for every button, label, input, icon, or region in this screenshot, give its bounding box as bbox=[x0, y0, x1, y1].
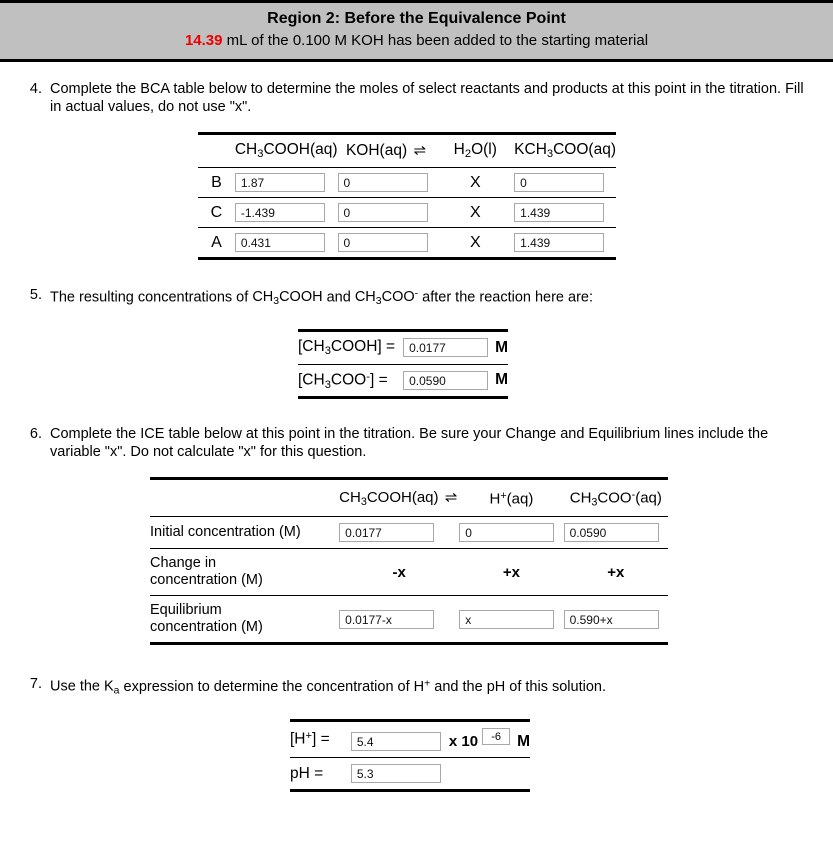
bca-cell-b-water: X bbox=[469, 173, 481, 191]
question-5-text-prefix: The resulting concentrations of bbox=[50, 289, 253, 306]
ice-cell-equilibrium-conjugate bbox=[564, 596, 668, 644]
conc-label-acid: $[CH_3COOH]$ = bbox=[298, 338, 396, 358]
bca-header-water: $H_2O(l)$ bbox=[453, 141, 497, 161]
conc-label-conjugate: $[CH_3COO^-]$ = bbox=[298, 370, 388, 391]
bca-table bbox=[198, 132, 616, 260]
question-7-ka-subscript: a bbox=[113, 685, 120, 697]
question-5 bbox=[18, 286, 815, 311]
ice-header-proton: H+(aq) bbox=[489, 489, 534, 508]
question-7-text bbox=[50, 675, 815, 700]
region-banner bbox=[0, 0, 833, 62]
ka-table-wrapper bbox=[0, 719, 833, 792]
ka-cell-ph bbox=[351, 758, 530, 791]
ka-label-proton: [H+] = bbox=[290, 729, 330, 748]
bca-cell-a-water: X bbox=[469, 233, 481, 251]
bca-input-a-acid[interactable]: 0.431 bbox=[235, 233, 325, 252]
ice-input-equilibrium-proton[interactable]: x bbox=[459, 610, 554, 629]
question-5-species-2: $CH_3COO^-$ bbox=[354, 289, 419, 308]
table-row bbox=[150, 596, 668, 644]
question-4 bbox=[18, 80, 815, 116]
bca-input-a-salt[interactable]: 1.439 bbox=[514, 233, 604, 252]
bca-row-label-c: C bbox=[210, 203, 223, 221]
conc-cell-conjugate bbox=[403, 364, 488, 398]
bca-cell-b-acid bbox=[235, 168, 338, 198]
ice-cell-initial-conjugate bbox=[564, 517, 668, 549]
ice-cell-change-acid: -x bbox=[392, 563, 406, 581]
bca-header-salt: $KCH_3COO(aq)$ bbox=[514, 141, 616, 161]
question-5-text-suffix: after the reaction here are: bbox=[418, 289, 594, 306]
ice-header-blank bbox=[150, 479, 339, 517]
ice-table-wrapper bbox=[0, 477, 833, 645]
equilibrium-arrow-icon: ⇌ bbox=[413, 142, 427, 160]
table-row bbox=[290, 758, 530, 791]
question-4-text: Complete the BCA table below to determine the moles of select reactants and products at this point in the titration. Fill in actual values, do not use "x". bbox=[50, 81, 804, 115]
table-row bbox=[198, 228, 616, 259]
banner-volume-value: 14.39 bbox=[184, 32, 223, 49]
ice-cell-equilibrium-proton bbox=[459, 596, 563, 644]
ice-cell-change-proton: +x bbox=[502, 563, 520, 581]
bca-header-blank bbox=[198, 134, 235, 168]
ice-row-label-change-line1: Change in bbox=[150, 555, 217, 572]
ice-cell-equilibrium-acid bbox=[339, 596, 459, 644]
table-row bbox=[290, 720, 530, 757]
ka-unit-proton: M bbox=[517, 732, 530, 750]
ice-row-label-initial: Initial concentration (M) bbox=[150, 524, 301, 541]
table-row bbox=[150, 549, 668, 596]
question-5-species-1: $CH_3COOH$ bbox=[252, 289, 323, 308]
question-5-number: 5. bbox=[29, 287, 42, 304]
banner-title: Region 2: Before the Equivalence Point bbox=[267, 10, 566, 27]
table-row bbox=[150, 517, 668, 549]
ice-row-label-equilibrium-line1: Equilibrium bbox=[150, 602, 222, 619]
conc-unit-acid: M bbox=[495, 338, 509, 356]
bca-cell-b-base bbox=[338, 168, 437, 198]
ka-cell-proton bbox=[351, 720, 530, 757]
question-4-number: 4. bbox=[29, 81, 42, 97]
ice-cell-initial-acid bbox=[339, 517, 459, 549]
ka-input-proton-mantissa[interactable]: 5.4 bbox=[351, 732, 441, 751]
ice-row-label-change-line2: concentration (M) bbox=[150, 572, 263, 589]
ice-header-conjugate: $CH_3COO^-(aq)$ bbox=[569, 488, 662, 509]
ka-multiplier-label: x 10 bbox=[448, 732, 479, 750]
question-7-text-suffix: expression to determine the concentration of H+ and the pH of this solution. bbox=[119, 678, 606, 695]
bca-input-a-base[interactable]: 0 bbox=[338, 233, 428, 252]
bca-cell-a-base bbox=[338, 228, 437, 259]
ice-input-equilibrium-acid[interactable]: 0.0177-x bbox=[339, 610, 434, 629]
banner-subtitle-rest: mL of the 0.100 M KOH has been added to the starting material bbox=[222, 32, 649, 49]
ka-input-proton-exponent[interactable]: -6 bbox=[482, 728, 510, 745]
question-5-text-mid: and bbox=[322, 289, 355, 306]
ice-row-label-equilibrium-line2: concentration (M) bbox=[150, 619, 263, 636]
ice-row-label-equilibrium bbox=[150, 596, 339, 644]
bca-row-label-b: B bbox=[211, 173, 222, 191]
conc-unit-conjugate: M bbox=[495, 371, 509, 389]
ice-header-acid: $CH_3COOH(aq)$ ⇌ bbox=[339, 489, 458, 509]
ice-input-equilibrium-conjugate[interactable]: 0.590+x bbox=[564, 610, 659, 629]
ice-table bbox=[150, 477, 668, 645]
ice-cell-initial-proton bbox=[459, 517, 563, 549]
bca-header-base: KOH(aq) ⇌ bbox=[345, 142, 427, 160]
bca-cell-c-water: X bbox=[469, 203, 481, 221]
bca-input-c-base[interactable]: 0 bbox=[338, 203, 428, 222]
bca-input-c-acid[interactable]: -1.439 bbox=[235, 203, 325, 222]
question-6 bbox=[18, 425, 815, 461]
banner-subtitle bbox=[0, 31, 833, 51]
table-row bbox=[198, 198, 616, 228]
ice-header-row bbox=[150, 479, 668, 517]
bca-header-row bbox=[198, 134, 616, 168]
bca-cell-b-salt bbox=[514, 168, 616, 198]
ice-input-initial-conjugate[interactable]: 0.0590 bbox=[564, 523, 659, 542]
ka-table bbox=[290, 719, 530, 792]
ice-input-initial-acid[interactable]: 0.0177 bbox=[339, 523, 434, 542]
bca-cell-c-acid bbox=[235, 198, 338, 228]
ice-cell-change-conjugate: +x bbox=[607, 563, 625, 581]
bca-input-b-acid[interactable]: 1.87 bbox=[235, 173, 325, 192]
question-6-number: 6. bbox=[29, 426, 42, 443]
conc-input-conjugate[interactable]: 0.0590 bbox=[403, 371, 488, 390]
question-7-number: 7. bbox=[29, 676, 42, 693]
bca-cell-a-salt bbox=[514, 228, 616, 259]
bca-cell-c-salt bbox=[514, 198, 616, 228]
bca-cell-c-base bbox=[338, 198, 437, 228]
bca-header-acid: $CH_3COOH(aq)$ bbox=[234, 141, 338, 161]
concentration-table bbox=[298, 329, 508, 399]
conc-cell-acid bbox=[403, 331, 488, 364]
ice-input-initial-proton[interactable]: 0 bbox=[459, 523, 554, 542]
conc-input-acid[interactable]: 0.0177 bbox=[403, 338, 488, 357]
table-row bbox=[298, 364, 508, 398]
ka-input-ph[interactable]: 5.3 bbox=[351, 764, 441, 783]
bca-cell-a-acid bbox=[235, 228, 338, 259]
bca-row-label-a: A bbox=[211, 233, 222, 251]
bca-input-b-salt[interactable]: 0 bbox=[514, 173, 604, 192]
bca-table-wrapper bbox=[0, 132, 833, 260]
table-row bbox=[298, 331, 508, 364]
bca-input-b-base[interactable]: 0 bbox=[338, 173, 428, 192]
question-5-text bbox=[50, 286, 815, 311]
table-row bbox=[198, 168, 616, 198]
bca-input-c-salt[interactable]: 1.439 bbox=[514, 203, 604, 222]
concentration-table-wrapper bbox=[0, 329, 833, 399]
ice-row-label-change bbox=[150, 549, 339, 596]
equilibrium-arrow-icon: ⇌ bbox=[444, 489, 458, 507]
question-7-text-prefix: Use the K bbox=[50, 678, 114, 695]
ka-label-ph: pH = bbox=[290, 764, 324, 782]
question-6-text: Complete the ICE table below at this point in the titration. Be sure your Change and Equilibrium lines include the variable "x". Do not calculate "x" for this question. bbox=[50, 426, 769, 461]
question-7 bbox=[18, 675, 815, 700]
